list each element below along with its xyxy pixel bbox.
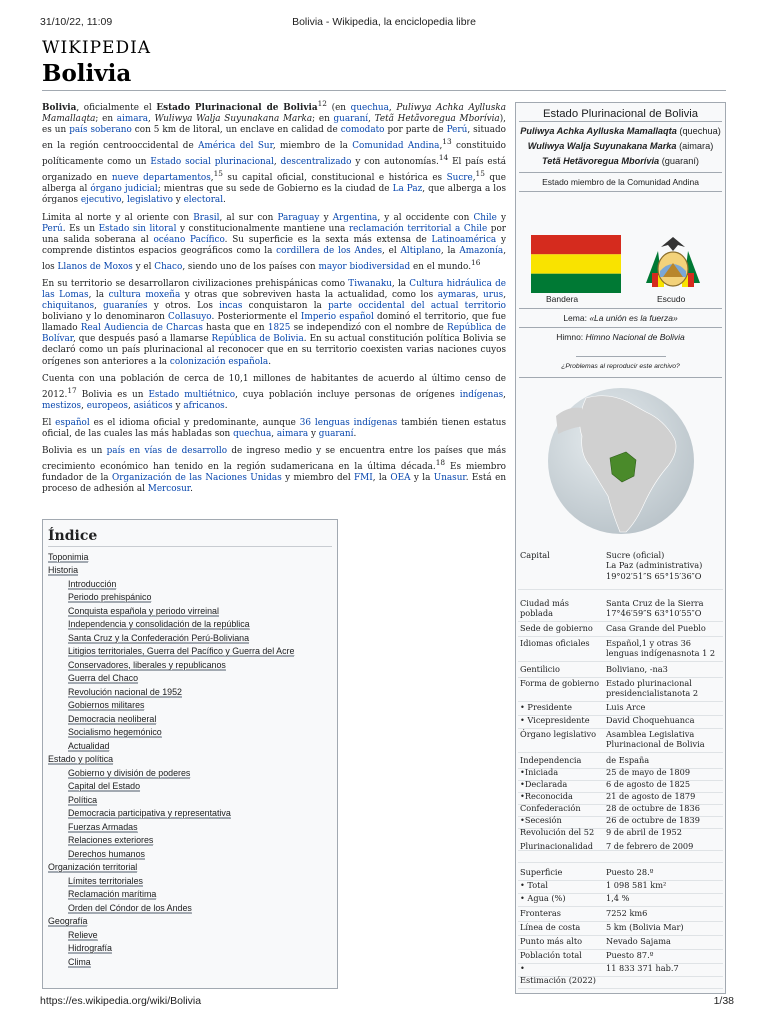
paragraph-geography: Limita al norte y al oriente con Brasil, al sur con Paraguay y Argentina, y al occidente con Chile y Perú. Es un Estado sin litoral y constitucionalmente mantiene una reclamación territorial a Chile por una salida soberana al océano Pacífico. Su superficie es la sexta más extensa de Latinoamérica y comprende distintos espacios geográficos como la cordillera de los Andes, el Altiplano, la Amazonía, los Llanos de Moxos y el Chaco, siendo uno de los países con mayor biodiversidad en el mundo.$^{16}$	[42, 212, 507, 272]
infobox-row-label: Idiomas oficiales	[520, 638, 590, 648]
toc-item[interactable]: Conservadores, liberales y republicanos	[68, 659, 226, 670]
toc-item[interactable]: Fuerzas Armadas	[68, 821, 138, 832]
infobox-row-label: • Vicepresidente	[520, 715, 590, 725]
infobox-row-divider	[518, 621, 723, 622]
toc-item[interactable]: Límites territoriales	[68, 875, 143, 886]
flag-caption[interactable]: Bandera	[546, 294, 579, 304]
infobox-row-value[interactable]: Puesto 28.º	[606, 867, 654, 877]
infobox-row	[520, 729, 722, 751]
infobox-row	[520, 950, 722, 962]
toc-item[interactable]: Guerra del Chaco	[68, 673, 139, 683]
infobox-row-label: Confederación	[520, 803, 581, 813]
bolivia-flag[interactable]	[531, 235, 621, 293]
infobox-row	[520, 936, 722, 948]
native-name-aimara: Wuliwya Walja Suyunakana Marka (aimara)	[527, 141, 714, 151]
native-name-guarani: Tetã Hetãvoregua Mborívia (guaraní)	[542, 156, 699, 166]
infobox-row	[520, 893, 722, 905]
toc-item[interactable]: Conquista española y periodo virreinal	[68, 605, 219, 616]
table-of-contents	[42, 519, 338, 989]
infobox-row-value[interactable]: Asamblea Legislativa Plurinacional de Bolivia	[606, 729, 705, 750]
native-name-quechua: Puliwya Achka Aylluska Mamallaqta (quechua)	[520, 126, 721, 136]
toc-item[interactable]: Litigios territoriales, Guerra del Pacífico y Guerra del Acre	[68, 646, 295, 656]
infobox-row-label: Fronteras	[520, 908, 561, 918]
infobox-row-value[interactable]: Casa Grande del Pueblo	[606, 623, 706, 633]
infobox-row	[520, 803, 722, 815]
infobox-row	[520, 623, 722, 635]
infobox-row-value[interactable]: Español,1 y otras 36 lenguas indígenasnota 1 2	[606, 638, 716, 659]
audio-player[interactable]	[576, 349, 666, 357]
infobox-row	[520, 638, 722, 660]
paragraph-population: Cuenta con una población de cerca de 10,1 millones de habitantes de acuerdo al último censo de 2012.17 Bolivia es un Estado multiétnico, cuya población incluye personas de orígenes indígenas, mestizos, europeos, asiáticos y africanos.	[42, 373, 506, 411]
toc-item[interactable]: Relaciones exteriores	[68, 835, 154, 845]
infobox-row-label: • Total	[520, 880, 548, 890]
toc-item[interactable]: Santa Cruz y la Confederación Perú-Boliviana	[68, 632, 250, 643]
infobox-row	[520, 779, 722, 791]
toc-item[interactable]: Revolución nacional de 1952	[68, 686, 182, 697]
infobox-row-divider	[518, 752, 723, 753]
coat-of-arms-icon[interactable]	[638, 233, 708, 295]
infobox-row-label: • Presidente	[520, 702, 573, 712]
toc-item[interactable]: Orden del Cóndor de los Andes	[68, 902, 192, 913]
infobox-row	[520, 975, 722, 987]
infobox-row	[520, 715, 722, 727]
print-datetime: 31/10/22, 11:09	[40, 16, 113, 28]
infobox-row	[520, 963, 722, 975]
infobox-row-divider	[518, 661, 723, 662]
infobox-row-divider	[518, 906, 723, 907]
infobox-row	[520, 664, 722, 676]
infobox-row-label: Línea de costa	[520, 922, 581, 932]
infobox-row-value[interactable]: Puesto 87.º	[606, 950, 654, 960]
infobox-row	[520, 908, 722, 920]
toc-item[interactable]: Introducción	[68, 578, 117, 589]
motto: Lema: «La unión es la fuerza»	[563, 313, 678, 323]
infobox-row	[520, 598, 722, 620]
infobox-row	[520, 922, 722, 934]
print-title: Bolivia - Wikipedia, la enciclopedia libre	[292, 16, 476, 28]
infobox-row-value[interactable]: Boliviano, -na3	[606, 664, 668, 674]
infobox-row-value[interactable]: 28 de octubre de 1836	[606, 803, 700, 813]
infobox-row-label: Ciudad más poblada	[520, 598, 569, 619]
infobox-row-value[interactable]: 9 de abril de 1952	[606, 827, 682, 837]
toc-item[interactable]: Clima	[68, 956, 91, 967]
infobox-member[interactable]: Estado miembro de la Comunidad Andina	[542, 177, 699, 187]
toc-item[interactable]: Derechos humanos	[68, 848, 145, 859]
infobox-row-label: Forma de gobierno	[520, 678, 600, 688]
infobox-row-label: Superficie	[520, 867, 563, 877]
article-body	[42, 98, 506, 501]
coat-caption[interactable]: Escudo	[657, 294, 686, 304]
paragraph-languages: El español es el idioma oficial y predominante, aunque 36 lenguas indígenas también tienen estatus oficial, de las cuales las más habladas son quechua, aimara y guaraní.	[42, 417, 506, 439]
toc-item[interactable]: Actualidad	[68, 740, 110, 751]
infobox-row-value[interactable]: Sucre (oficial) La Paz (administrativa) 19°02′51″S 65°15′36″O	[606, 550, 703, 581]
infobox-row	[520, 867, 722, 879]
paragraph-history: En su territorio se desarrollaron civilizaciones prehispánicas como Tiwanaku, la Cultura hidráulica de las Lomas, la cultura moxeña y otras que sobreviven hasta la actualidad, como los aymaras, urus, chiquitanos, guaraníes y otros. Los incas conquistaron la parte occidental del actual territorio boliviano y lo denominaron Collasuyo. Posteriormente el Imperio español dominó el territorio, que fue llamado Real Audiencia de Charcas hasta que en 1825 se independizó con el nombre de República de Bolívar, que después pasó a llamarse República de Bolivia. En su actual constitución política Bolivia se declaró como un país plurinacional al reconocer que en su territorio coexisten varias naciones cuyos orígenes son anteriores a la colonización española.	[42, 278, 506, 367]
footer-page: 1/38	[713, 995, 734, 1007]
toc-item[interactable]: Independencia y consolidación de la república	[68, 619, 250, 629]
infobox-row-value[interactable]: 5 km (Bolivia Mar)	[606, 922, 684, 932]
infobox-row-label: Gentilicio	[520, 664, 560, 674]
infobox-row-label: •	[520, 963, 525, 973]
infobox-row	[520, 550, 722, 588]
print-header	[0, 16, 768, 30]
title-divider	[42, 90, 726, 91]
infobox-row-value[interactable]: 21 de agosto de 1879	[606, 791, 696, 801]
toc-item[interactable]: Organización territorial	[48, 862, 138, 872]
infobox-row-value[interactable]: 1 098 581 km²	[606, 880, 667, 890]
toc-item[interactable]: Política	[68, 794, 98, 805]
infobox-row-divider	[518, 636, 723, 637]
toc-item[interactable]: Gobiernos militares	[68, 700, 145, 710]
toc-item[interactable]: Socialismo hegemónico	[68, 727, 162, 737]
infobox-row	[520, 767, 722, 779]
infobox-row-label: Capital	[520, 550, 550, 560]
infobox-row	[520, 702, 722, 714]
infobox-row-value[interactable]: 6 de agosto de 1825	[606, 779, 691, 789]
infobox-row-value[interactable]: 7252 km6	[606, 908, 648, 918]
infobox-row-value[interactable]: de España	[606, 755, 650, 765]
infobox-native-names	[516, 122, 725, 172]
infobox-row	[520, 678, 722, 700]
toc-item[interactable]: Historia	[48, 565, 79, 575]
infobox-row-label: Independencia	[520, 755, 582, 765]
toc-item[interactable]: Geografía	[48, 916, 88, 926]
infobox-row-divider	[518, 589, 723, 590]
toc-item[interactable]: Estado y política	[48, 754, 114, 764]
toc-item[interactable]: Toponimia	[48, 551, 89, 562]
infobox-row-label: • Agua (%)	[520, 893, 566, 903]
infobox-row	[520, 755, 722, 767]
anthem-link[interactable]: Himno Nacional de Bolivia	[585, 332, 685, 342]
toc-item[interactable]: Hidrografía	[68, 943, 112, 953]
infobox-row	[520, 815, 722, 827]
toc-item[interactable]: Periodo prehispánico	[68, 592, 152, 602]
infobox-row-divider	[518, 862, 723, 863]
infobox-row-divider	[518, 988, 723, 989]
infobox-row-value[interactable]: 7 de febrero de 2009	[606, 841, 694, 851]
infobox-row-value[interactable]: Santa Cruz de la Sierra 17°46′59″S 63°10′55″O	[606, 598, 704, 619]
infobox-row-value[interactable]: 26 de octubre de 1839	[606, 815, 700, 825]
footer-url: https://es.wikipedia.org/wiki/Bolivia	[40, 995, 202, 1007]
infobox-row	[520, 791, 722, 803]
infobox-row-value[interactable]: 1,4 %	[606, 893, 630, 903]
infobox-row	[520, 841, 722, 861]
paragraph-intro: Bolivia, oficialmente el Estado Plurinacional de Bolivia$^{12}$ (en quechua, Puliwya Achka Aylluska Mamallaqta; en aimara, Wuliwya Walja Suyunakana Marka; en guaraní, Tetã Hetãvoregua Mborívia), es un país soberano con 5 km de litoral, un enclave en calidad de comodato por parte de Perú, situado en la región centrooccidental de América del Sur, miembro de la Comunidad Andina,$^{13}$ constituido políticamente como un Estado social plurinacional, descentralizado y con autonomías.$^{14}$ El país está organizado en nueve departamentos,$^{15}$ su capital oficial, constitucional e histórica es Sucre,$^{15}$ que alberga al órgano judicial; mientras que su sede de Gobierno es la ciudad de La Paz, que alberga a los órganos ejecutivo, legislativo y electoral.	[42, 99, 507, 206]
infobox-row-value[interactable]: Luis Arce	[606, 702, 646, 712]
infobox-row-value[interactable]: 25 de mayo de 1809	[606, 767, 691, 777]
infobox-row-value[interactable]: Estado plurinacional presidencialistanota 2	[606, 678, 699, 699]
infobox-row-label: Plurinacionalidad	[520, 841, 593, 851]
infobox-row-label: Revolución del 52	[520, 827, 595, 837]
infobox-title: Estado Plurinacional de Bolivia	[519, 103, 722, 122]
infobox-row	[520, 880, 722, 892]
toc-list	[48, 551, 332, 970]
infobox-row-label: Estimación (2022)	[520, 975, 596, 985]
page-title: Bolivia	[42, 60, 132, 87]
infobox-row-label: Sede de gobierno	[520, 623, 593, 633]
toc-item[interactable]: Capital del Estado	[68, 781, 141, 791]
anthem: Himno: Himno Nacional de Bolivia	[556, 332, 685, 342]
toc-title: Índice	[48, 530, 332, 547]
toc-item[interactable]: Reclamación marítima	[68, 889, 157, 899]
infobox-row-value[interactable]: Nevado Sajama	[606, 936, 671, 946]
infobox-row-label: Punto más alto	[520, 936, 583, 946]
toc-item[interactable]: Democracia participativa y representativa	[68, 808, 231, 818]
location-map[interactable]	[546, 386, 696, 536]
toc-item[interactable]: Relieve	[68, 929, 98, 940]
infobox-row-label: •Reconocida	[520, 791, 573, 801]
infobox-row-label: Órgano legislativo	[520, 729, 597, 739]
infobox-row-label: •Secesión	[520, 815, 562, 825]
paragraph-economy: Bolivia es un país en vías de desarrollo de ingreso medio y se encuentra entre los países que más crecimiento económico han tenido en la región sudamericana en la última década.$^{18}$ Es miembro fundador de la Organización de las Naciones Unidas y miembro del FMI, la OEA y la Unasur. Está en proceso de adhesión al Mercosur.	[42, 446, 507, 495]
audio-problem-link[interactable]: ¿Problemas al reproducir este archivo?	[561, 363, 680, 370]
wikipedia-wordmark[interactable]: WIKIPEDIA	[42, 38, 152, 58]
infobox-row-value[interactable]: 11 833 371 hab.7	[606, 963, 679, 973]
infobox-row-label: Población total	[520, 950, 582, 960]
infobox-row-value[interactable]: David Choquehuanca	[606, 715, 695, 725]
infobox-row-label: •Iniciada	[520, 767, 559, 777]
toc-item[interactable]: Democracia neoliberal	[68, 713, 157, 724]
infobox-row-label: •Declarada	[520, 779, 568, 789]
toc-item[interactable]: Gobierno y división de poderes	[68, 767, 191, 778]
